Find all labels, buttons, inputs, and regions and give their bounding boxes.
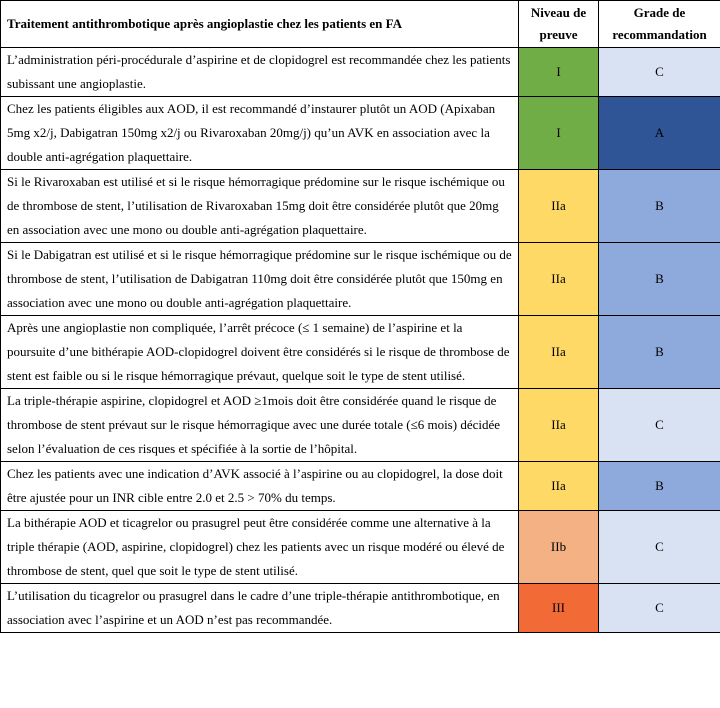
- recommendation-text: Chez les patients éligibles aux AOD, il est recommandé d’instaurer plutôt un AOD (Apixaban 5mg x2/j, Dabigatran 150mg x2/j ou Rivaroxaban 20mg/j) qu’un AVK en association avec la double anti-agrégation plaquettaire.: [1, 97, 519, 170]
- evidence-level-cell: III: [519, 584, 599, 633]
- evidence-level-cell: IIa: [519, 389, 599, 462]
- header-row: [1, 1, 720, 48]
- table-row: [1, 462, 720, 511]
- grade-header: Grade de recommandation: [599, 1, 720, 48]
- evidence-level-cell: IIa: [519, 170, 599, 243]
- recommendation-grade-cell: C: [599, 584, 720, 633]
- table-row: [1, 170, 720, 243]
- evidence-level-cell: IIa: [519, 243, 599, 316]
- table-row: [1, 389, 720, 462]
- table-row: [1, 316, 720, 389]
- table-row: [1, 243, 720, 316]
- recommendation-text: Chez les patients avec une indication d’AVK associé à l’aspirine ou au clopidogrel, la dose doit être ajustée pour un INR cible entre 2.0 et 2.5 > 70% du temps.: [1, 462, 519, 511]
- table-title: Traitement antithrombotique après angioplastie chez les patients en FA: [1, 1, 519, 48]
- recommendation-text: Après une angioplastie non compliquée, l’arrêt précoce (≤ 1 semaine) de l’aspirine et la poursuite d’une bithérapie AOD-clopidogrel doivent être considérés si le risque de thrombose de stent est faible ou si le risque hémorragique prévaut, quelque soit le type de stent utilisé.: [1, 316, 519, 389]
- recommendation-text: Si le Rivaroxaban est utilisé et si le risque hémorragique prédomine sur le risque ischémique ou de thrombose de stent, l’utilisation de Rivaroxaban 15mg doit être considérée plutôt que 20mg en association avec une mono ou double anti-agrégation plaquettaire.: [1, 170, 519, 243]
- evidence-level-cell: IIa: [519, 316, 599, 389]
- recommendation-grade-cell: C: [599, 389, 720, 462]
- table-row: [1, 584, 720, 633]
- evidence-level-cell: IIb: [519, 511, 599, 584]
- recommendation-grade-cell: B: [599, 243, 720, 316]
- recommendation-grade-cell: B: [599, 462, 720, 511]
- table-row: [1, 511, 720, 584]
- recommendation-grade-cell: C: [599, 48, 720, 97]
- recommendation-text: La bithérapie AOD et ticagrelor ou prasugrel peut être considérée comme une alternative à la triple thérapie (AOD, aspirine, clopidogrel) chez les patients avec un risque modéré ou élevé de thrombose de stent, quel que soit le type de stent utilisé.: [1, 511, 519, 584]
- evidence-level-cell: I: [519, 48, 599, 97]
- recommendation-grade-cell: A: [599, 97, 720, 170]
- recommendation-grade-cell: B: [599, 316, 720, 389]
- recommendation-text: Si le Dabigatran est utilisé et si le risque hémorragique prédomine sur le risque ischémique ou de thrombose de stent, l’utilisation de Dabigatran 110mg doit être considérée plutôt que 150mg en association avec une mono ou double anti-agrégation plaquettaire.: [1, 243, 519, 316]
- evidence-level-cell: IIa: [519, 462, 599, 511]
- level-header: Niveau de preuve: [519, 1, 599, 48]
- table-row: [1, 97, 720, 170]
- recommendation-text: La triple-thérapie aspirine, clopidogrel et AOD ≥1mois doit être considérée quand le risque de thrombose de stent prévaut sur le risque hémorragique avec une durée totale (≤6 mois) décidée selon l’évaluation de ces risques et spécifiée à la sortie de l’hôpital.: [1, 389, 519, 462]
- recommendation-grade-cell: B: [599, 170, 720, 243]
- recommendation-grade-cell: C: [599, 511, 720, 584]
- recommendation-text: L’administration péri-procédurale d’aspirine et de clopidogrel est recommandée chez les patients subissant une angioplastie.: [1, 48, 519, 97]
- recommendation-text: L’utilisation du ticagrelor ou prasugrel dans le cadre d’une triple-thérapie antithrombotique, en association avec l’aspirine et un AOD n’est pas recommandée.: [1, 584, 519, 633]
- evidence-level-cell: I: [519, 97, 599, 170]
- table-row: [1, 48, 720, 97]
